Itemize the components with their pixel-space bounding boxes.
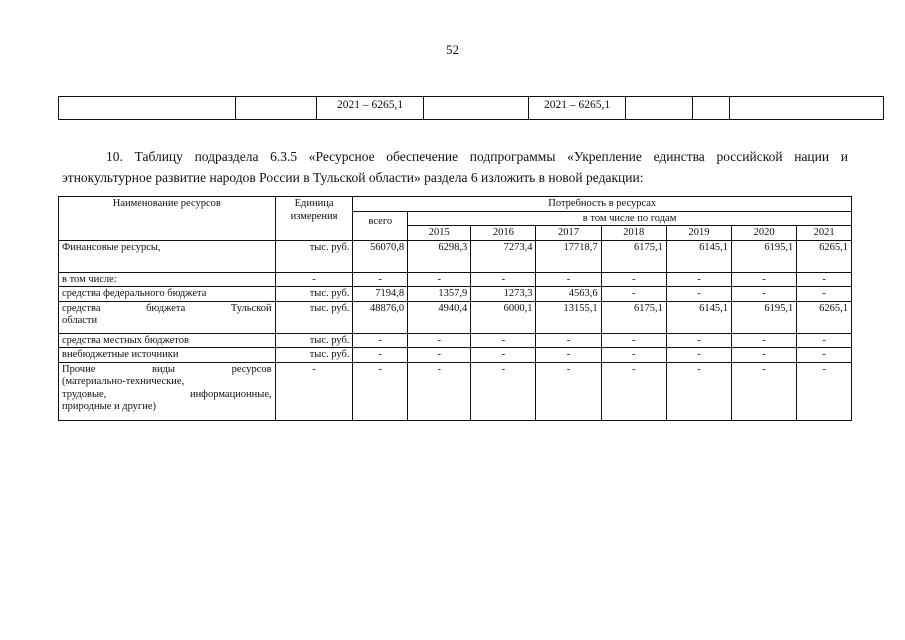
row-value: - <box>601 348 666 363</box>
row-name <box>59 301 276 333</box>
row-unit: тыс. руб. <box>275 287 353 302</box>
row-unit: тыс. руб. <box>275 333 353 348</box>
header-year: 2020 <box>732 226 797 241</box>
row-unit: - <box>275 272 353 287</box>
row-total: 7194,8 <box>353 287 408 302</box>
row-name: средства местных бюджетов <box>59 333 276 348</box>
table-row <box>59 287 852 302</box>
row-value: 4940,4 <box>408 301 471 333</box>
table-row <box>59 348 852 363</box>
row-value: 17718,7 <box>536 240 601 272</box>
row-value: - <box>666 333 731 348</box>
row-value: - <box>601 272 666 287</box>
row-name-line: трудовые, информационные, <box>62 388 272 400</box>
table-row <box>59 301 852 333</box>
row-value: - <box>797 272 852 287</box>
page-number: 52 <box>446 42 459 57</box>
row-value: 6000,1 <box>471 301 536 333</box>
row-unit: тыс. руб. <box>275 240 353 272</box>
row-value: - <box>666 362 731 420</box>
header-row <box>59 197 852 212</box>
row-value: - <box>666 287 731 302</box>
row-total: - <box>353 272 408 287</box>
row-value: - <box>408 348 471 363</box>
row-value: - <box>797 287 852 302</box>
row-total: - <box>353 333 408 348</box>
row-value: - <box>471 333 536 348</box>
row-value: - <box>536 272 601 287</box>
row-unit: - <box>275 362 353 420</box>
table-cell <box>59 97 236 120</box>
row-value: - <box>471 362 536 420</box>
row-total: 48876,0 <box>353 301 408 333</box>
row-name-line: Прочие виды ресурсов <box>62 363 272 375</box>
row-name-line: (материально-технические, <box>62 376 185 387</box>
row-value: - <box>536 333 601 348</box>
row-value: - <box>601 333 666 348</box>
header-year: 2017 <box>536 226 601 241</box>
table-row <box>59 240 852 272</box>
table-cell <box>236 97 317 120</box>
row-unit: тыс. руб. <box>275 348 353 363</box>
table-cell <box>424 97 529 120</box>
row-value: - <box>732 362 797 420</box>
table-cell <box>626 97 693 120</box>
table-row <box>59 362 852 420</box>
row-name-line: средства бюджета Тульской <box>62 302 272 314</box>
resources-table <box>58 196 852 421</box>
row-value: - <box>666 348 731 363</box>
row-value: - <box>408 272 471 287</box>
row-name: в том числе: <box>59 272 276 287</box>
row-value: 1273,3 <box>471 287 536 302</box>
row-value: 6175,1 <box>601 301 666 333</box>
table-row <box>59 333 852 348</box>
row-value: - <box>408 362 471 420</box>
row-value: - <box>471 348 536 363</box>
row-value: - <box>797 348 852 363</box>
row-value: 13155,1 <box>536 301 601 333</box>
row-value: 6175,1 <box>601 240 666 272</box>
row-name: средства федерального бюджета <box>59 287 276 302</box>
row-value: - <box>732 287 797 302</box>
row-total: 56070,8 <box>353 240 408 272</box>
row-value: 6145,1 <box>666 240 731 272</box>
row-value: - <box>732 272 797 287</box>
header-year: 2015 <box>408 226 471 241</box>
row-value: - <box>732 333 797 348</box>
header-year: 2018 <box>601 226 666 241</box>
amendment-paragraph <box>62 146 848 188</box>
row-name <box>59 362 276 420</box>
row-total: - <box>353 348 408 363</box>
row-value: - <box>536 362 601 420</box>
row-name: Финансовые ресурсы, <box>59 240 276 272</box>
row-value: 6298,3 <box>408 240 471 272</box>
row-value: - <box>732 348 797 363</box>
table-cell: 2021 – 6265,1 <box>529 97 626 120</box>
row-value: - <box>797 362 852 420</box>
table-cell <box>730 97 884 120</box>
header-year: 2019 <box>666 226 731 241</box>
row-value: 6195,1 <box>732 301 797 333</box>
header-need: Потребность в ресурсах <box>353 197 852 212</box>
row-value: 6195,1 <box>732 240 797 272</box>
row-value: - <box>601 362 666 420</box>
row-value: 4563,6 <box>536 287 601 302</box>
row-name: внебюджетные источники <box>59 348 276 363</box>
continuation-table <box>58 96 884 120</box>
row-value: - <box>601 287 666 302</box>
row-name-line: природные и другие) <box>62 401 157 412</box>
paragraph-text: 10. Таблицу подраздела 6.3.5 «Ресурсное обеспечение подпрограммы «Укрепление единства российской нации и этнокультурное развитие народов России в Тульской области» раздела 6 изложить в новой редакции: <box>62 149 848 185</box>
row-value: - <box>408 333 471 348</box>
row-name-line: области <box>62 315 98 326</box>
table-cell <box>693 97 730 120</box>
header-year: 2021 <box>797 226 852 241</box>
row-total: - <box>353 362 408 420</box>
table-row <box>59 97 884 120</box>
table-row <box>59 272 852 287</box>
row-value: - <box>797 333 852 348</box>
header-unit: Единица измерения <box>275 197 353 241</box>
row-value: 1357,9 <box>408 287 471 302</box>
row-value: 6265,1 <box>797 301 852 333</box>
row-value: - <box>471 272 536 287</box>
row-value: 6265,1 <box>797 240 852 272</box>
row-value: 6145,1 <box>666 301 731 333</box>
row-unit: тыс. руб. <box>275 301 353 333</box>
table-cell: 2021 – 6265,1 <box>317 97 424 120</box>
header-name: Наименование ресурсов <box>59 197 276 241</box>
header-year: 2016 <box>471 226 536 241</box>
row-value: 7273,4 <box>471 240 536 272</box>
row-value: - <box>536 348 601 363</box>
header-total: всего <box>353 211 408 240</box>
row-value: - <box>666 272 731 287</box>
header-by-years: в том числе по годам <box>408 211 852 226</box>
